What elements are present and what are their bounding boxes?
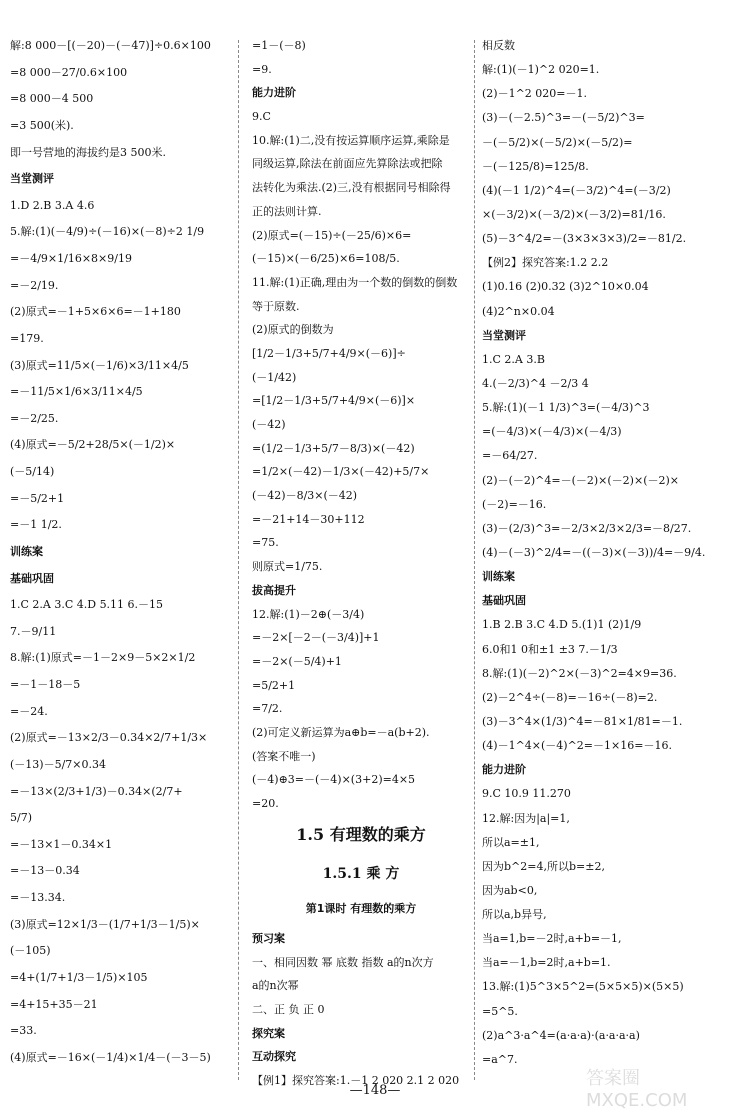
answer-line: 10.解:(1)二,没有按运算顺序运算,乘除是	[252, 133, 450, 147]
answer-line: =－13.34.	[10, 891, 66, 904]
answer-line: 即一号营地的海拔约是3 500米.	[10, 145, 166, 159]
answer-line: －(－5/2)×(－5/2)×(－5/2)=	[482, 135, 633, 149]
answer-line: (4)2^n×0.04	[482, 304, 555, 318]
answer-line: 解:8 000－[(－20)－(－47)]÷0.6×100	[10, 39, 211, 52]
watermark-url: MXQE.COM	[586, 1090, 688, 1111]
answer-line: =5/2+1	[252, 678, 296, 692]
answer-line: =1/2×(－42)－1/3×(－42)+5/7×	[252, 465, 430, 479]
answer-line: =－2×(－5/4)+1	[252, 654, 342, 668]
answer-line: 5.解:(1)(－1 1/3)^3=(－4/3)^3	[482, 401, 650, 415]
answer-line: =－13×1－0.34×1	[10, 837, 113, 851]
section-heading: 探究案	[252, 1026, 285, 1040]
answer-line: (3)－3^4×(1/3)^4=－81×1/81=－1.	[482, 714, 683, 728]
answer-line: =179.	[10, 331, 44, 345]
section-heading: 训练案	[482, 570, 515, 584]
answer-line: (－13)－5/7×0.34	[10, 757, 106, 771]
section-heading: 能力进阶	[482, 763, 526, 777]
answer-line: =7/2.	[252, 702, 283, 716]
answer-line: －(－125/8)=125/8.	[482, 159, 589, 173]
answer-line: 1.C 2.A 3.C 4.D 5.11 6.－15	[10, 598, 164, 612]
answer-line: =3 500(米).	[10, 118, 74, 132]
answer-line: (2)原式的倒数为	[252, 323, 334, 337]
answer-line: (2)可定义新运算为a⊕b=－a(b+2).	[252, 725, 430, 739]
watermark-text: 答案圈	[586, 1068, 640, 1089]
answer-line: 当a=－1,b=2时,a+b=1.	[482, 956, 611, 970]
answer-line: =－5/2+1	[10, 491, 65, 505]
answer-line: a的n次幂	[252, 979, 299, 993]
answer-line: 9.C 10.9 11.270	[482, 787, 571, 801]
chapter-title: 第1课时 有理数的乘方	[305, 902, 417, 916]
answer-line: =－2/19.	[10, 278, 59, 292]
answer-line: (4)原式=－16×(－1/4)×1/4－(－3－5)	[10, 1050, 211, 1064]
section-heading: 当堂测评	[10, 172, 54, 186]
answer-line: ×(－3/2)×(－3/2)×(－3/2)=81/16.	[482, 207, 666, 221]
answer-line: 所以a=±1,	[482, 835, 540, 849]
answer-column-middle	[252, 39, 470, 1087]
answer-line: (3)原式=11/5×(－1/6)×3/11×4/5	[10, 358, 189, 372]
answer-line: =－21+14－30+112	[252, 512, 365, 526]
answer-line: =[1/2－1/3+5/7+4/9×(－6)]×	[252, 394, 416, 408]
answer-line: 同级运算,除法在前面应先算除法或把除	[252, 157, 443, 171]
answer-line: 则原式=1/75.	[252, 560, 323, 574]
answer-line: 相反数	[482, 39, 515, 52]
answer-column-left	[10, 40, 225, 1080]
answer-line: 【例2】探究答案:1.2 2.2	[482, 256, 609, 270]
section-heading: 拔高提升	[252, 583, 296, 597]
answer-line: (－42)	[252, 418, 286, 431]
answer-line: =－13－0.34	[10, 864, 80, 878]
section-heading: 训练案	[10, 544, 43, 558]
answer-line: =－1 1/2.	[10, 518, 62, 532]
answer-line: 5.解:(1)(－4/9)÷(－16)×(－8)÷2 1/9	[10, 225, 205, 239]
answer-line: 解:(1)(－1)^2 020=1.	[482, 63, 600, 77]
answer-line: (2)a^3·a^4=(a·a·a)·(a·a·a·a)	[482, 1028, 640, 1042]
answer-line: =－4/9×1/16×8×9/19	[10, 252, 132, 265]
answer-line: (2)原式=－1+5×6×6=－1+180	[10, 305, 181, 319]
answer-line: 【例1】探究答案:1.－1 2 020 2.1 2 020	[252, 1073, 460, 1087]
section-heading: 当堂测评	[482, 328, 526, 342]
answer-line: 7.－9/11	[10, 624, 57, 638]
answer-line: (－105)	[10, 944, 51, 958]
answer-line: 4.(－2/3)^4 －2/3 4	[482, 376, 589, 390]
answer-line: =－24.	[10, 704, 48, 718]
answer-line: (2)原式=－13×2/3－0.34×2/7+1/3×	[10, 731, 208, 745]
section-heading: 预习案	[252, 931, 285, 945]
answer-line: =5^5.	[482, 1004, 518, 1018]
answer-line: (－1/42)	[252, 370, 297, 384]
page-number: —148—	[349, 1083, 401, 1098]
answer-line: (2)－(－2)^4=－(－2)×(－2)×(－2)×	[482, 473, 679, 487]
answer-line: (3)－(2/3)^3=－2/3×2/3×2/3=－8/27.	[482, 521, 692, 535]
section-heading: 基础巩固	[482, 594, 526, 608]
answer-line: =－2×[－2－(－3/4)]+1	[252, 631, 380, 645]
answer-line: =－1－18－5	[10, 678, 81, 691]
watermark-logo	[586, 1064, 736, 1111]
answer-line: =4+(1/7+1/3－1/5)×105	[10, 970, 148, 984]
answer-line: 一、相同因数 幂 底数 指数 a的n次方	[252, 955, 434, 969]
answer-line: =a^7.	[482, 1052, 518, 1066]
answer-line: (－4)⊕3=－(－4)×(3+2)=4×5	[252, 773, 416, 787]
answer-line: 正的法则计算.	[252, 204, 322, 218]
answer-line: 等于原数.	[252, 299, 300, 313]
answer-line: =－13×(2/3+1/3)－0.34×(2/7+	[10, 784, 183, 798]
answer-line: (－42)－8/3×(－42)	[252, 489, 358, 503]
answer-line: 6.0和1 0和±1 ±3 7.－1/3	[482, 642, 618, 656]
answer-line: =9.	[252, 62, 272, 76]
answer-line: 11.解:(1)正确,理由为一个数的倒数的倒数	[252, 275, 458, 289]
answer-line: =75.	[252, 536, 279, 550]
answer-line: =8 000－4 500	[10, 92, 94, 106]
answer-line: 二、正 负 正 0	[252, 1002, 325, 1016]
answer-line: =33.	[10, 1024, 37, 1038]
section-heading: 基础巩固	[10, 571, 54, 585]
answer-line: 12.解:(1)－2⊕(－3/4)	[252, 607, 365, 621]
answer-line: [1/2－1/3+5/7+4/9×(－6)]÷	[252, 346, 406, 360]
answer-line: =－64/27.	[482, 449, 538, 463]
answer-line: (1)0.16 (2)0.32 (3)2^10×0.04	[482, 280, 649, 294]
answer-line: =(－4/3)×(－4/3)×(－4/3)	[482, 425, 622, 439]
answer-line: 9.C	[252, 110, 271, 124]
answer-line: =8 000－27/0.6×100	[10, 65, 128, 79]
chapter-title: 1.5 有理数的乘方	[296, 824, 426, 844]
column-divider-1	[238, 40, 239, 1080]
answer-line: (4)原式=－5/2+28/5×(－1/2)×	[10, 438, 176, 452]
answer-line: (3)原式=12×1/3－(1/7+1/3－1/5)×	[10, 917, 200, 931]
answer-line: 法转化为乘法.(2)三,没有根据同号相除得	[252, 181, 451, 195]
answer-line: 8.解:(1)原式=－1－2×9－5×2×1/2	[10, 651, 196, 665]
answer-line: 因为b^2=4,所以b=±2,	[482, 859, 605, 873]
answer-line: (2)－1^2 020=－1.	[482, 87, 587, 101]
answer-line: 1.B 2.B 3.C 4.D 5.(1)1 (2)1/9	[482, 618, 642, 632]
answer-line: 5/7)	[10, 811, 32, 825]
answer-line: 8.解:(1)(－2)^2×(－3)^2=4×9=36.	[482, 666, 677, 680]
answer-line: 1.C 2.A 3.B	[482, 352, 545, 366]
section-heading: 能力进阶	[252, 86, 296, 100]
answer-line: (2)－2^4÷(－8)=－16÷(－8)=2.	[482, 690, 658, 704]
section-heading: 互动探究	[252, 1050, 296, 1064]
answer-line: (4)－1^4×(－4)^2=－1×16=－16.	[482, 739, 672, 753]
answer-line: (4)－(－3)^2/4=－((－3)×(－3))/4=－9/4.	[482, 545, 706, 559]
answer-line: =4+15+35－21	[10, 997, 98, 1011]
answer-line: (－15)×(－6/25)×6=108/5.	[252, 252, 400, 266]
chapter-title: 1.5.1 乘 方	[322, 866, 400, 883]
column-divider-2	[474, 40, 475, 1080]
answer-line: =1－(－8)	[252, 39, 306, 52]
answer-line: 13.解:(1)5^3×5^2=(5×5×5)×(5×5)	[482, 980, 684, 994]
answer-line: =20.	[252, 797, 279, 810]
answer-line: 因为ab<0,	[482, 883, 538, 897]
answer-line: (－2)=－16.	[482, 497, 547, 511]
answer-line: =(1/2－1/3+5/7－8/3)×(－42)	[252, 441, 415, 455]
answer-line: (2)原式=(－15)÷(－25/6)×6=	[252, 228, 412, 242]
answer-line: 当a=1,b=－2时,a+b=－1,	[482, 932, 622, 946]
answer-line: 12.解:因为|a|=1,	[482, 811, 570, 825]
answer-line: (5)－3^4/2=－(3×3×3×3)/2=－81/2.	[482, 232, 687, 246]
answer-line: 1.D 2.B 3.A 4.6	[10, 198, 95, 212]
answer-line: =－11/5×1/6×3/11×4/5	[10, 385, 143, 399]
answer-line: =－2/25.	[10, 411, 59, 425]
answer-line: 所以a,b异号,	[482, 908, 547, 922]
answer-line: (4)(－1 1/2)^4=(－3/2)^4=(－3/2)	[482, 183, 671, 197]
answer-line: (－5/14)	[10, 465, 55, 478]
answer-line: (3)－(－2.5)^3=－(－5/2)^3=	[482, 111, 645, 125]
answer-column-right	[482, 40, 737, 1080]
answer-line: (答案不唯一)	[252, 749, 316, 763]
